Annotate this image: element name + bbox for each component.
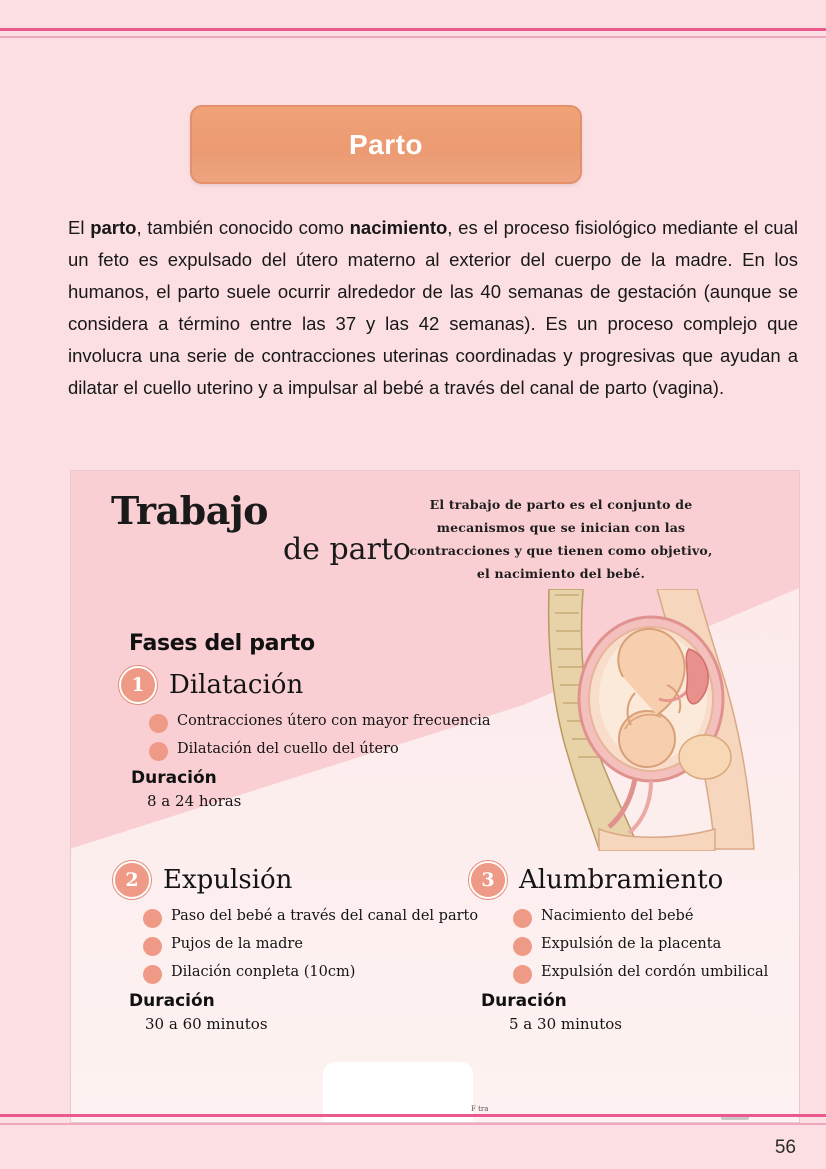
phase-title: Expulsión xyxy=(163,865,293,895)
bullet-dot-icon xyxy=(149,742,168,761)
phase-number-badge: 1 xyxy=(119,666,157,704)
infographic-title-line1: Trabajo xyxy=(111,488,268,533)
list-item xyxy=(513,935,789,956)
bullet-label: Expulsión de la placenta xyxy=(541,936,722,952)
bullet-label: Expulsión del cordón umbilical xyxy=(541,964,769,980)
duration-value: 30 a 60 minutos xyxy=(145,1015,268,1033)
bullet-label: Dilación conpleta (10cm) xyxy=(171,964,356,980)
phase-expulsion xyxy=(113,861,503,1033)
bullet-label: Contracciones útero con mayor frecuencia xyxy=(177,713,491,729)
phase-alumbramiento xyxy=(469,861,789,1033)
infographic-intro-text: El trabajo de parto es el conjunto de mecanismos que se inician con las contracciones y que tienen como objetivo, el nacimiento del bebé. xyxy=(409,497,713,581)
bullet-dot-icon xyxy=(143,909,162,928)
list-item xyxy=(149,740,519,761)
page-number: 56 xyxy=(774,1137,796,1158)
white-overlay-patch xyxy=(323,1062,473,1122)
bullet-dot-icon xyxy=(143,965,162,984)
bullet-label: Pujos de la madre xyxy=(171,936,303,952)
infographic-section-heading: Fases del parto xyxy=(129,631,315,656)
top-rule-secondary xyxy=(0,36,826,38)
list-item xyxy=(513,907,789,928)
phase-header xyxy=(119,666,519,704)
bottom-rule-secondary xyxy=(0,1123,826,1125)
bullet-dot-icon xyxy=(149,714,168,733)
duration-label: Duración xyxy=(131,768,217,788)
infographic-title xyxy=(111,488,411,567)
phase-number-badge: 3 xyxy=(469,861,507,899)
bullet-label: Dilatación del cuello del útero xyxy=(177,741,399,757)
duration-value: 8 a 24 horas xyxy=(147,792,242,810)
phase-title: Dilatación xyxy=(169,670,304,700)
list-item xyxy=(513,963,789,984)
bullet-dot-icon xyxy=(513,937,532,956)
phase-bullets xyxy=(469,907,789,984)
page-title-banner xyxy=(190,105,582,184)
infographic-card xyxy=(70,470,800,1123)
illustration-credit: F tra xyxy=(471,1105,489,1113)
phase-dilatacion xyxy=(119,666,519,810)
bullet-dot-icon xyxy=(143,937,162,956)
duration-label: Duración xyxy=(129,991,215,1011)
fetus-in-uterus-illustration xyxy=(539,589,771,851)
duration-label: Duración xyxy=(481,991,567,1011)
phase-bullets xyxy=(119,712,519,761)
bullet-dot-icon xyxy=(513,909,532,928)
infographic-title-line2: de parto xyxy=(282,532,411,567)
intro-paragraph: El parto, también conocido como nacimiento, es el proceso fisiológico mediante el cual un feto es expulsado del útero materno al exterior del cuerpo de la madre. En los humanos, el parto suele ocurrir alrededor de las 40 semanas de gestación (aunque se considera a término entre las 37 y las 42 semanas). Es un proceso complejo que involucra una serie de contracciones uterinas coordinadas y progresivas que ayudan a dilatar el cuello uterino y a impulsar al bebé a través del canal de parto (vagina). xyxy=(68,217,798,398)
list-item xyxy=(143,935,503,956)
list-item xyxy=(143,963,503,984)
list-item xyxy=(149,712,519,733)
bottom-rule xyxy=(0,1114,826,1117)
list-item xyxy=(143,907,503,928)
bullet-label: Nacimiento del bebé xyxy=(541,908,694,924)
phase-number-badge: 2 xyxy=(113,861,151,899)
phase-bullets xyxy=(113,907,503,984)
phase-header xyxy=(113,861,503,899)
bullet-dot-icon xyxy=(513,965,532,984)
top-rule xyxy=(0,28,826,31)
phase-header xyxy=(469,861,789,899)
duration-value: 5 a 30 minutos xyxy=(509,1015,622,1033)
bullet-label: Paso del bebé a través del canal del parto xyxy=(171,908,479,924)
page-title: Parto xyxy=(348,128,424,160)
phase-title: Alumbramiento xyxy=(519,865,724,895)
